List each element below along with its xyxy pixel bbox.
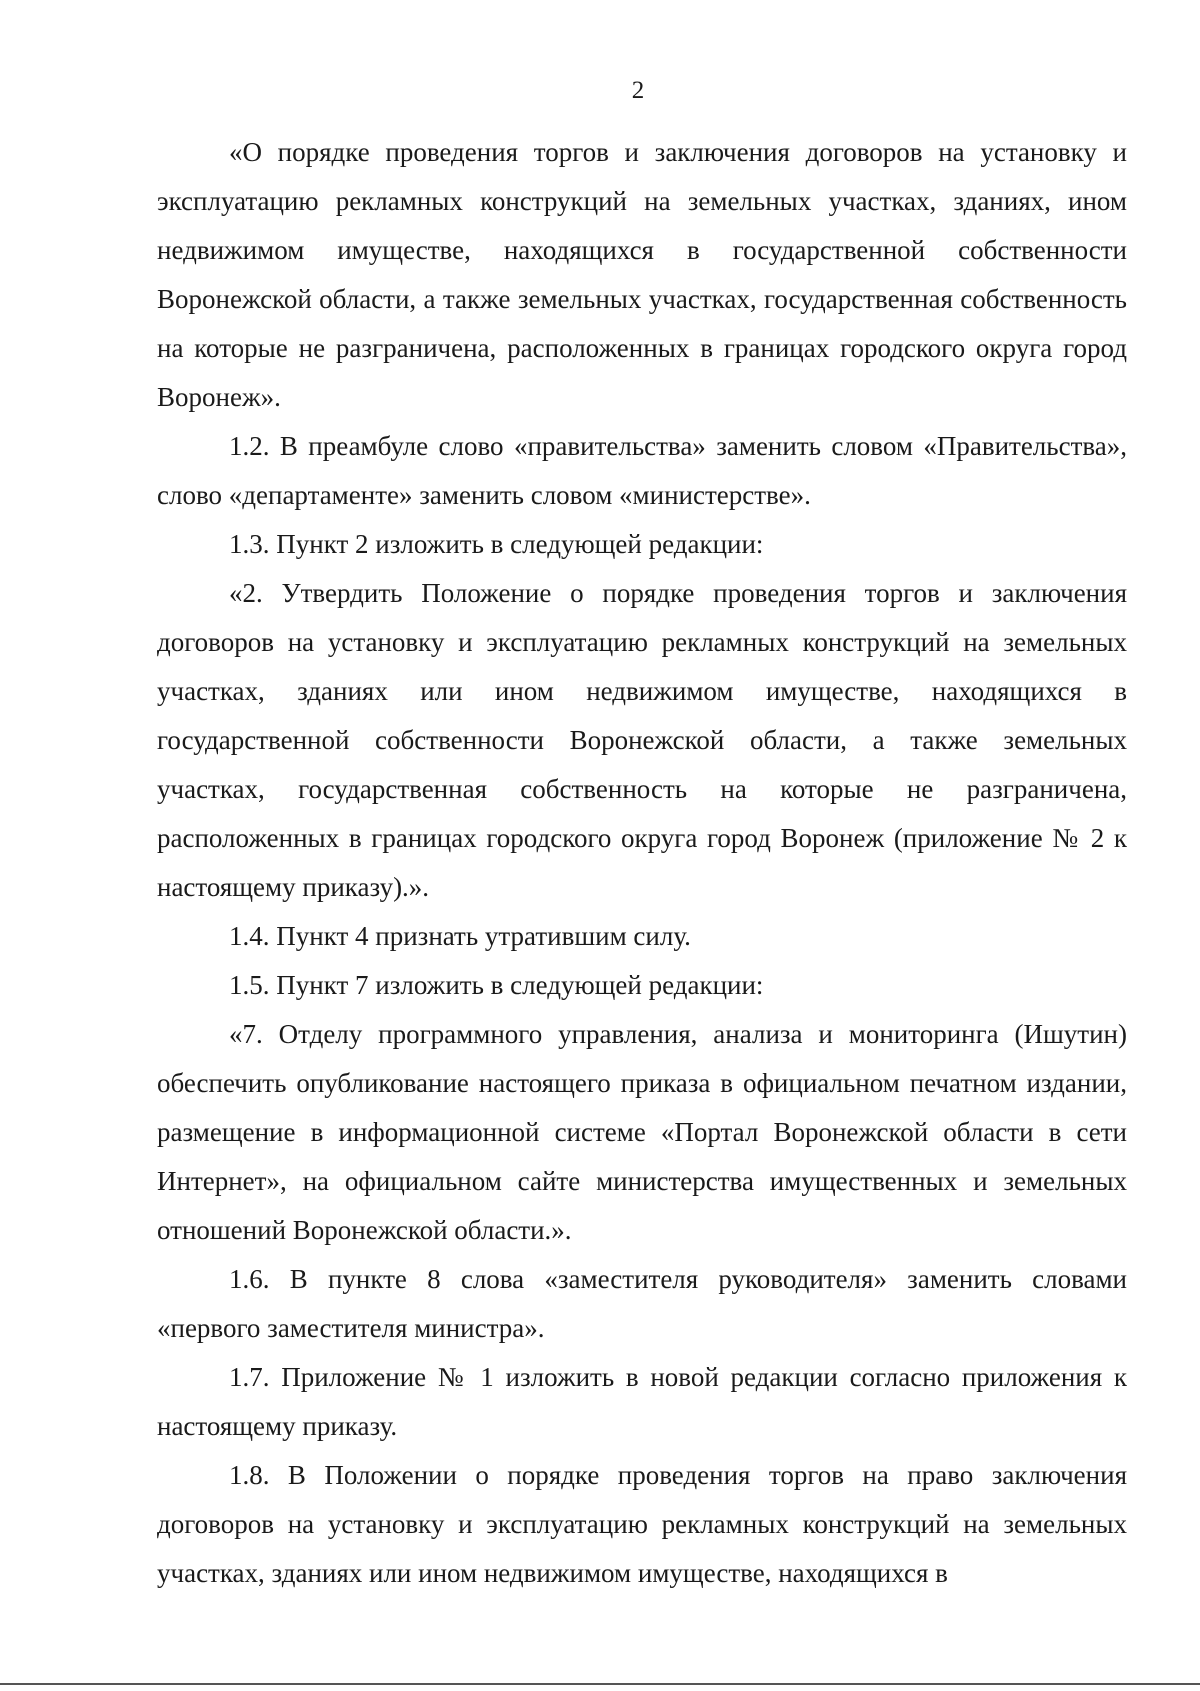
bottom-scan-edge [0, 1683, 1200, 1685]
paragraph-1-8: 1.8. В Положении о порядке проведения торгов на право заключения договоров на установку и эксплуатацию рекламных конструкций на земельных участках, зданиях или ином недвижимом имуществе, находящихся в [157, 1460, 1127, 1588]
paragraph-1-2: 1.2. В преамбуле слово «правительства» заменить словом «Правительства», слово «департаменте» заменить словом «министерстве». [157, 431, 1127, 510]
paragraph-item-7-text: «7. Отделу программного управления, анализа и мониторинга (Ишутин) обеспечить опубликование настоящего приказа в официальном печатном издании, размещение в информационной системе «Портал Воронежской области в сети Интернет», на официальном сайте министерства имущественных и земельных отношений Воронежской области.». [157, 1019, 1127, 1245]
paragraph-1-3: 1.3. Пункт 2 изложить в следующей редакции: [229, 529, 764, 559]
paragraph-1-6: 1.6. В пункте 8 слова «заместителя руководителя» заменить словами «первого заместителя министра». [157, 1264, 1127, 1343]
document-body [157, 128, 1127, 1598]
paragraph-1-4: 1.4. Пункт 4 признать утратившим силу. [229, 921, 691, 951]
paragraph-order-title: «О порядке проведения торгов и заключения договоров на установку и эксплуатацию рекламных конструкций на земельных участках, зданиях, ином недвижимом имуществе, находящихся в государственной собственности Воронежской области, а также земельных участках, государственная собственность на которые не разграничена, расположенных в границах городского округа город Воронеж». [157, 137, 1127, 412]
page-number: 2 [631, 77, 645, 104]
paragraph-1-5: 1.5. Пункт 7 изложить в следующей редакции: [229, 970, 764, 1000]
paragraph-item-2-text: «2. Утвердить Положение о порядке проведения торгов и заключения договоров на установку и эксплуатацию рекламных конструкций на земельных участках, зданиях или ином недвижимом имуществе, находящихся в государственной собственности Воронежской области, а также земельных участках, государственная собственность на которые не разграничена, расположенных в границах городского округа город Воронеж (приложение № 2 к настоящему приказу).». [157, 578, 1127, 902]
paragraph-1-7: 1.7. Приложение № 1 изложить в новой редакции согласно приложения к настоящему приказу. [157, 1362, 1127, 1441]
